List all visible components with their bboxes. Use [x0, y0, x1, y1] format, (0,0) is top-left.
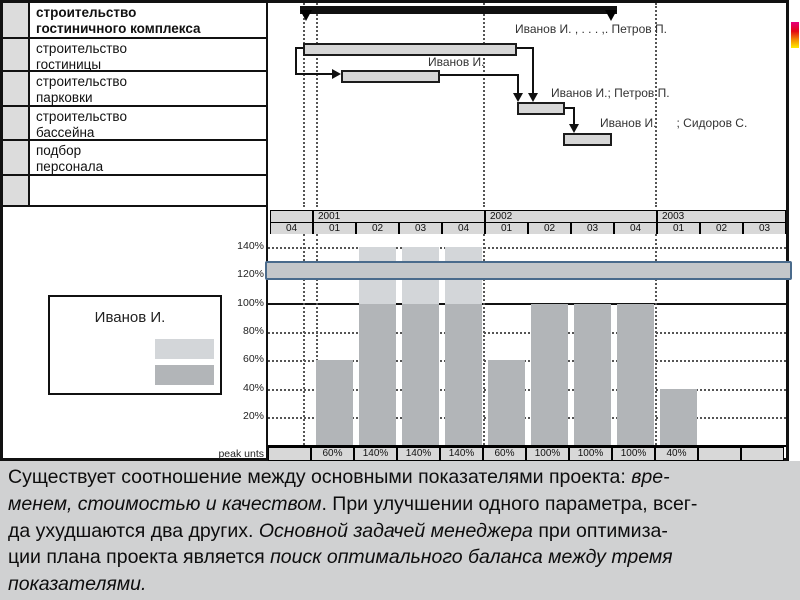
task-name-cell [30, 39, 267, 70]
text-run: . При улучшении одного параметра, всег- [321, 492, 698, 515]
task-name-line: строительство [36, 74, 127, 89]
text-run: вре- [631, 466, 670, 488]
link-line [295, 47, 297, 75]
legend-box [48, 295, 222, 395]
year-cell: 2001 [313, 210, 485, 222]
task-name-line: подбор [36, 143, 82, 158]
gridline-horizontal [268, 332, 786, 334]
task-table-row [3, 72, 267, 107]
timescale-years-row [270, 210, 786, 222]
arrowhead-icon [528, 93, 538, 102]
peak-cell: 100% [526, 447, 569, 461]
peak-cell: 100% [612, 447, 655, 461]
task-table-row [3, 3, 267, 39]
link-line [295, 73, 332, 75]
task-name-line: гостиничного комплекса [36, 20, 201, 36]
task-name-line: парковки [36, 89, 93, 105]
summary-bar [300, 6, 617, 14]
quarter-cell: 01 [657, 222, 700, 235]
highlight-band [265, 261, 792, 280]
peak-units-label: peak unts [218, 448, 264, 460]
link-line [532, 47, 534, 95]
histogram-bar [445, 304, 482, 445]
arrowhead-icon [332, 69, 341, 79]
timescale [270, 210, 786, 235]
y-axis-tick-label: 80% [242, 325, 264, 337]
y-axis-tick-label: 20% [242, 409, 264, 422]
task-name-line: строительство [36, 5, 137, 20]
peak-cell: 140% [354, 447, 397, 461]
gridline-vertical [303, 3, 305, 207]
y-axis-tick-label: 60% [242, 353, 264, 366]
gantt-label-parking-resources: Иванов И. [428, 55, 485, 69]
gantt-label-pool-resources: Иванов И.; Петров П. [551, 86, 670, 100]
histogram-bar [531, 304, 568, 445]
gantt-label-hotel-resources: Иванов И. , . . . ,. Петров П. [515, 22, 667, 36]
task-id-cell [3, 72, 30, 105]
peak-cell [268, 447, 311, 461]
bottom-panel [0, 461, 800, 600]
text-run: Основной задачей менеджера [258, 519, 533, 542]
task-name-line: гостиницы [36, 56, 102, 72]
text-run: Существует соотношение между основными показателями проекта: [8, 466, 632, 488]
task-name-cell [30, 3, 267, 37]
histogram-bar [617, 304, 654, 445]
peak-cell: 60% [311, 447, 354, 461]
year-cell: 2003 [657, 210, 786, 222]
text-run: ции плана проекта является [8, 546, 271, 569]
gantt-bar-hotel [303, 43, 517, 56]
y-axis-tick-label: 120% [237, 268, 264, 281]
text-run: поиск оптимального баланса между тремя [270, 546, 673, 569]
task-table-row [3, 176, 267, 207]
legend-resource-name: Иванов И. [94, 309, 166, 326]
y-axis-tick-label: 100% [237, 296, 264, 309]
quarter-cell: 03 [743, 222, 786, 235]
task-name-cell [30, 141, 267, 174]
link-line [440, 74, 519, 76]
gantt-label-staff-resources: Иванов И. ; Сидоров С. [600, 116, 748, 130]
task-name-line: строительство [36, 109, 127, 124]
peak-cell [698, 447, 741, 461]
peak-cell: 100% [569, 447, 612, 461]
quarter-cell: 01 [313, 222, 356, 235]
quarter-cell: 02 [528, 222, 571, 235]
text-run: при оптимиза- [532, 519, 668, 542]
gantt-bar-parking [341, 70, 440, 83]
y-axis-tick-label: 40% [242, 381, 264, 394]
link-line [517, 74, 519, 95]
task-id-cell [3, 3, 30, 37]
histogram-bar [316, 360, 353, 445]
paragraph-line [8, 544, 796, 571]
peak-cell: 60% [483, 447, 526, 461]
task-table-row [3, 39, 267, 72]
quarter-cell: 02 [700, 222, 743, 235]
peak-cell: 40% [655, 447, 698, 461]
task-name-line: персонала [36, 158, 104, 174]
peak-cell [741, 447, 784, 461]
year-cell [270, 210, 313, 222]
legend-swatch-allocated [155, 365, 214, 385]
gantt-chart [268, 3, 786, 207]
paragraph-line [8, 491, 796, 518]
text-run: менем, стоимостью и качеством [8, 492, 322, 515]
gantt-bar-staff [563, 133, 612, 146]
task-id-cell [3, 141, 30, 174]
task-table-row [3, 141, 267, 176]
arrowhead-icon [569, 124, 579, 133]
quarter-cell: 03 [571, 222, 614, 235]
task-name-cell [30, 72, 267, 105]
peak-units-row [268, 445, 786, 461]
paragraph-line [8, 518, 796, 545]
quarter-cell: 03 [399, 222, 442, 235]
gridline-horizontal [268, 247, 786, 249]
quarter-cell: 04 [614, 222, 657, 235]
histogram-bar [660, 389, 697, 446]
gridline-100 [268, 303, 786, 305]
border-right [786, 0, 789, 461]
paragraph-line [8, 571, 796, 598]
text-run: да ухудшаются два других. [8, 519, 259, 542]
year-cell: 2002 [485, 210, 657, 222]
paragraph-line [8, 464, 796, 491]
quarter-cell: 04 [442, 222, 485, 235]
summary-start-triangle-icon [300, 10, 312, 21]
task-name-line: строительство [36, 41, 127, 56]
quarter-cell: 04 [270, 222, 313, 235]
task-id-cell [3, 39, 30, 70]
text-run: показателями. [8, 573, 147, 596]
legend-swatch-overallocated [155, 339, 214, 359]
task-name-cell [30, 107, 267, 139]
task-name-line: бассейна [36, 124, 95, 140]
gridline-vertical [316, 3, 318, 207]
slide-accent-gradient-bar [791, 22, 799, 48]
histogram-bar [402, 304, 439, 445]
task-name-cell [30, 176, 267, 205]
quarter-cell: 01 [485, 222, 528, 235]
peak-cell: 140% [397, 447, 440, 461]
histogram-bar [488, 360, 525, 445]
task-id-cell [3, 107, 30, 139]
y-axis-tick-label: 140% [237, 240, 264, 253]
paragraph [8, 464, 796, 598]
gridline-vertical [483, 3, 485, 207]
histogram-bar [359, 304, 396, 445]
task-id-cell [3, 176, 30, 205]
summary-end-triangle-icon [605, 10, 617, 21]
quarter-cell: 02 [356, 222, 399, 235]
arrowhead-icon [513, 93, 523, 102]
gantt-bar-pool [517, 102, 565, 115]
histogram-bar [574, 304, 611, 445]
task-table-row [3, 107, 267, 141]
task-table [3, 3, 267, 207]
peak-cell: 140% [440, 447, 483, 461]
